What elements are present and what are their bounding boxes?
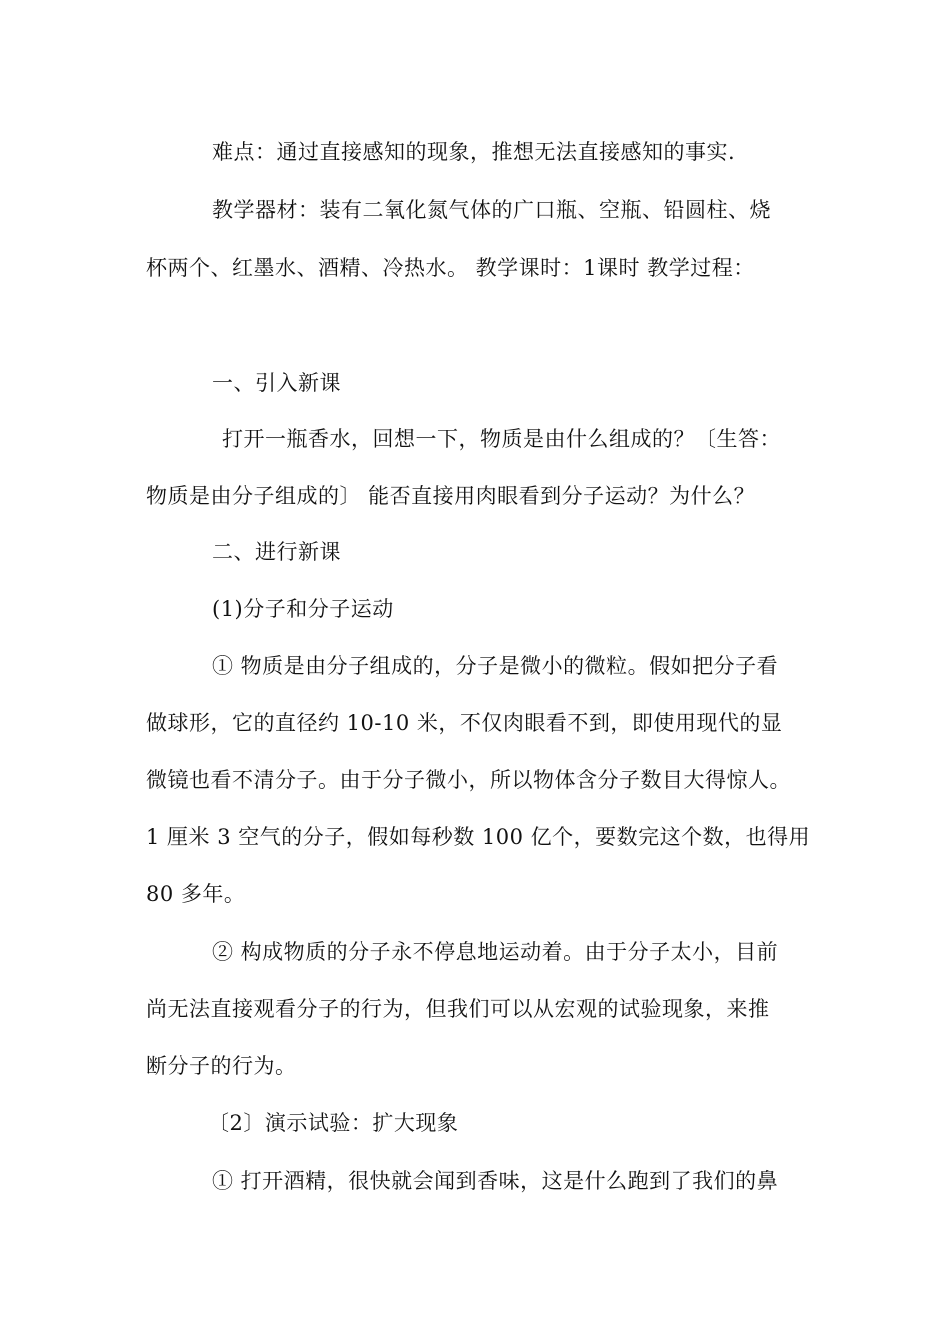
section-heading-new-lesson: 二、进行新课 — [212, 540, 341, 564]
paragraph-2-line-3: 断分子的行为。 — [146, 1054, 297, 1078]
paragraph-1-line-4: 1 厘米 3 空气的分子，假如每秒数 100 亿个，要数完这个数，也得用 — [146, 825, 811, 849]
subheading-demo-experiment: 〔2〕演示试验：扩大现象 — [208, 1111, 459, 1135]
intro-paragraph-line-2: 物质是由分子组成的〕 能否直接用肉眼看到分子运动？为什么？ — [146, 484, 756, 508]
paragraph-1-line-5: 80 多年。 — [146, 882, 246, 906]
subheading-molecules: (1)分子和分子运动 — [212, 597, 394, 621]
paragraph-2-line-2: 尚无法直接观看分子的行为，但我们可以从宏观的试验现象，来推 — [146, 997, 770, 1021]
difficulty-line: 难点：通过直接感知的现象，推想无法直接感知的事实. — [212, 140, 736, 164]
materials-line-1: 教学器材：装有二氧化氮气体的广口瓶、空瓶、铅圆柱、烧 — [212, 198, 771, 222]
paragraph-1-line-3: 微镜也看不清分子。由于分子微小，所以物体含分子数目大得惊人。 — [146, 768, 791, 792]
paragraph-3-line-1: ① 打开酒精，很快就会闻到香味，这是什么跑到了我们的鼻 — [212, 1169, 779, 1193]
intro-paragraph-line-1: 打开一瓶香水，回想一下，物质是由什么组成的？〔生答： — [222, 427, 781, 451]
materials-line-2: 杯两个、红墨水、酒精、冷热水。 教学课时：1课时 教学过程： — [146, 256, 755, 280]
paragraph-2-line-1: ② 构成物质的分子永不停息地运动着。由于分子太小，目前 — [212, 940, 779, 964]
section-heading-intro: 一、引入新课 — [212, 371, 341, 395]
paragraph-1-line-2: 做球形，它的直径约 10-10 米，不仅肉眼看不到，即使用现代的显 — [146, 711, 783, 735]
paragraph-1-line-1: ① 物质是由分子组成的，分子是微小的微粒。假如把分子看 — [212, 654, 779, 678]
